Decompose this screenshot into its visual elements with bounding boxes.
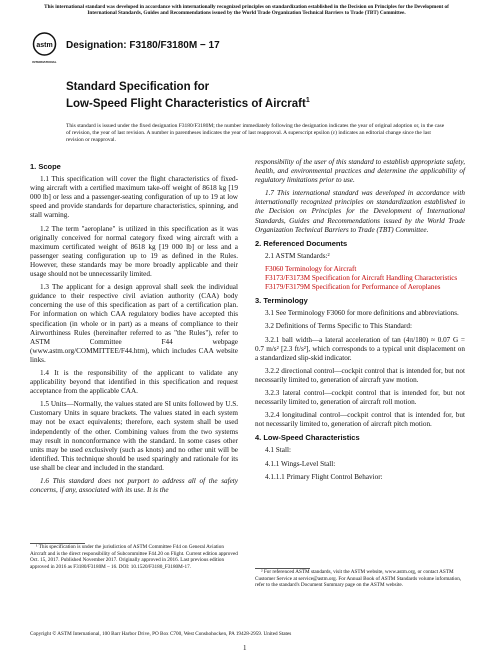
title-line-1: Standard Specification for (66, 81, 210, 93)
para-4-1-1: 4.1.1 Wings-Level Stall: (265, 459, 336, 468)
para-1-2: 1.2 The term "aeroplane" is utilized in this specification as it was originally conceived for normal category fixed wing aircraft with a maximum certificated weight of 8618 kg [19 000 lb] or less and a passenger seating configuration up to 19 as defined in the Rules. However, these standards may be more broadly applicable and their usage should not be unnecessarily limited. (30, 224, 238, 279)
title-footnote-mark: 1 (305, 97, 310, 104)
para-4-1: 4.1 Stall: (265, 446, 291, 455)
ref-link-f3173[interactable]: F3173/F3173M Specification for Aircraft Handling Characteristics (265, 274, 458, 283)
page-title (66, 80, 310, 111)
section-4-heading: 4. Low-Speed Characteristics (255, 433, 360, 443)
footnote-1 (30, 543, 238, 572)
astm-logo (32, 30, 57, 70)
left-column (30, 158, 238, 499)
para-1-6: 1.6 This standard does not purport to address all of the safety concerns, if any, associated with its use. It is the (30, 477, 238, 495)
para-3-2: 3.2 Definitions of Terms Specific to This Standard: (265, 322, 412, 331)
section-3-heading: 3. Terminology (255, 296, 308, 306)
footnote-2 (255, 568, 465, 591)
right-column (255, 158, 465, 486)
para-4-1-1-1: 4.1.1.1 Primary Flight Control Behavior: (265, 472, 383, 481)
para-3-1: 3.1 See Terminology F3060 for more definitions and abbreviations. (265, 309, 459, 318)
top-notice: This international standard was developed in accordance with internationally recognized principles on standardization established in the Decision on Principles for the Development of International Standards, Guides and Recommendations issued by the World Trade Organization Technical Barriers to Trade (TBT) Committee. (44, 4, 449, 17)
section-1-heading: 1. Scope (30, 162, 61, 171)
para-3-2-3: 3.2.3 lateral control—cockpit control that is intended for, but not necessarily limited to, generation of aircraft roll motion. (255, 388, 465, 407)
footnote-1-text: ¹ This specification is under the jurisdiction of ASTM Committee F44 on General Aviation Aircraft and is the direct responsibility of Subcommittee F44.20 on Flight. Current edition approved Oct. 15, 2017. Published November 2017. Originally approved in 2016. Last previous edition approved in 2016 as F3180/F3180M – 16. DOI: 10.1520/F3180_F3180M-17. (30, 544, 238, 570)
para-2-1: 2.1 ASTM Standards:² (265, 251, 330, 260)
para-1-5: 1.5 Units—Normally, the values stated are SI units followed by U.S. Customary Units in square brackets. The values stated in each system may not be exact equivalents; therefore, each system shall be used independently of the other. Combining values from the two systems may result in nonconformance with the standard. In some cases other units may be used exclusively (such as knots) and no other unit will be identified. This technique should be used sparingly and rationale for its use shall be clear and included in the standard. (30, 400, 238, 472)
para-3-2-4: 3.2.4 longitudinal control—cockpit control that is intended for, but not necessarily limited to, generation of aircraft pitch motion. (255, 411, 465, 429)
section-2-heading: 2. Referenced Documents (255, 238, 348, 248)
footnote-2-text: ² For referenced ASTM standards, visit the ASTM website, www.astm.org, or contact ASTM Customer Service at service@astm.org. For Annual Book of ASTM Standards volume information, refer to the standard's Document Summary page on the ASTM website. (255, 569, 462, 589)
para-1-6-cont: responsibility of the user of this standard to establish appropriate safety, health, and environmental practices and determine the applicability of regulatory limitations prior to use. (255, 158, 465, 185)
preamble: This standard is issued under the fixed designation F3180/F3180M; the number immediately following the designation indicates the year of original adoption or, in the case of revision, the year of last revision. A number in parentheses indicates the year of last reapproval. A superscript epsilon (ε) indicates an editorial change since the last revision or reapproval. (66, 123, 445, 143)
para-1-1: 1.1 This specification will cover the flight characteristics of fixed-wing aircraft with a certified maximum take-off weight of 8618 kg [19 000 lb] or less and a passenger-seating configuration of up to 19 at low speed and provide standards for departure characteristics, spinning, and stall warning. (30, 175, 238, 220)
para-1-4: 1.4 It is the responsibility of the applicant to validate any applicability beyond that identified in this specification and request acceptance from the applicable CAA. (30, 368, 238, 396)
para-1-3: 1.3 The applicant for a design approval shall seek the individual guidance to their respective civil aviation authority (CAA) body concerning the use of this specification as part of a certification plan. For information on which CAA regulatory bodies have accepted this specification (in whole or in part) as a means of compliance to their Airworthiness Rules (hereinafter referred to as "the Rules"), refer to ASTM Committee F44 webpage (www.astm.org/COMMITTEE/F44.htm), which includes CAA website links. (30, 283, 238, 364)
svg-text:INTERNATIONAL: INTERNATIONAL (32, 60, 57, 64)
designation: Designation: F3180/F3180M − 17 (66, 40, 220, 51)
title-line-2: Low-Speed Flight Characteristics of Aircraft (66, 97, 306, 110)
para-3-2-2: 3.2.2 directional control—cockpit control that is intended for, but not necessarily limited to, generation of aircraft yaw motion. (255, 366, 465, 384)
copyright-line: Copyright © ASTM International, 100 Barr Harbor Drive, PO Box C700, West Conshohocken, PA 19428-2959. United States (30, 631, 292, 637)
ref-link-f3179[interactable]: F3179/F3179M Specification for Performance of Aeroplanes (265, 283, 441, 292)
svg-text:astm: astm (36, 42, 53, 49)
page-number: 1 (243, 644, 247, 652)
para-3-2-1: 3.2.1 ball width—a lateral acceleration of tan (4π/180) ≈ 0.07 G = 0.7 m/s² [2.3 ft/s²], which corresponds to a typical unit displacement on a standardized slip-skid indicator. (255, 335, 465, 362)
para-1-7: 1.7 This international standard was developed in accordance with internationally recognized principles on standardization established in the Decision on Principles for the Development of International Standards, Guides and Recommendations issued by the World Trade Organization Technical Barriers to Trade (TBT) Committee. (255, 189, 465, 234)
ref-link-f3060[interactable]: F3060 Terminology for Aircraft (265, 264, 357, 273)
